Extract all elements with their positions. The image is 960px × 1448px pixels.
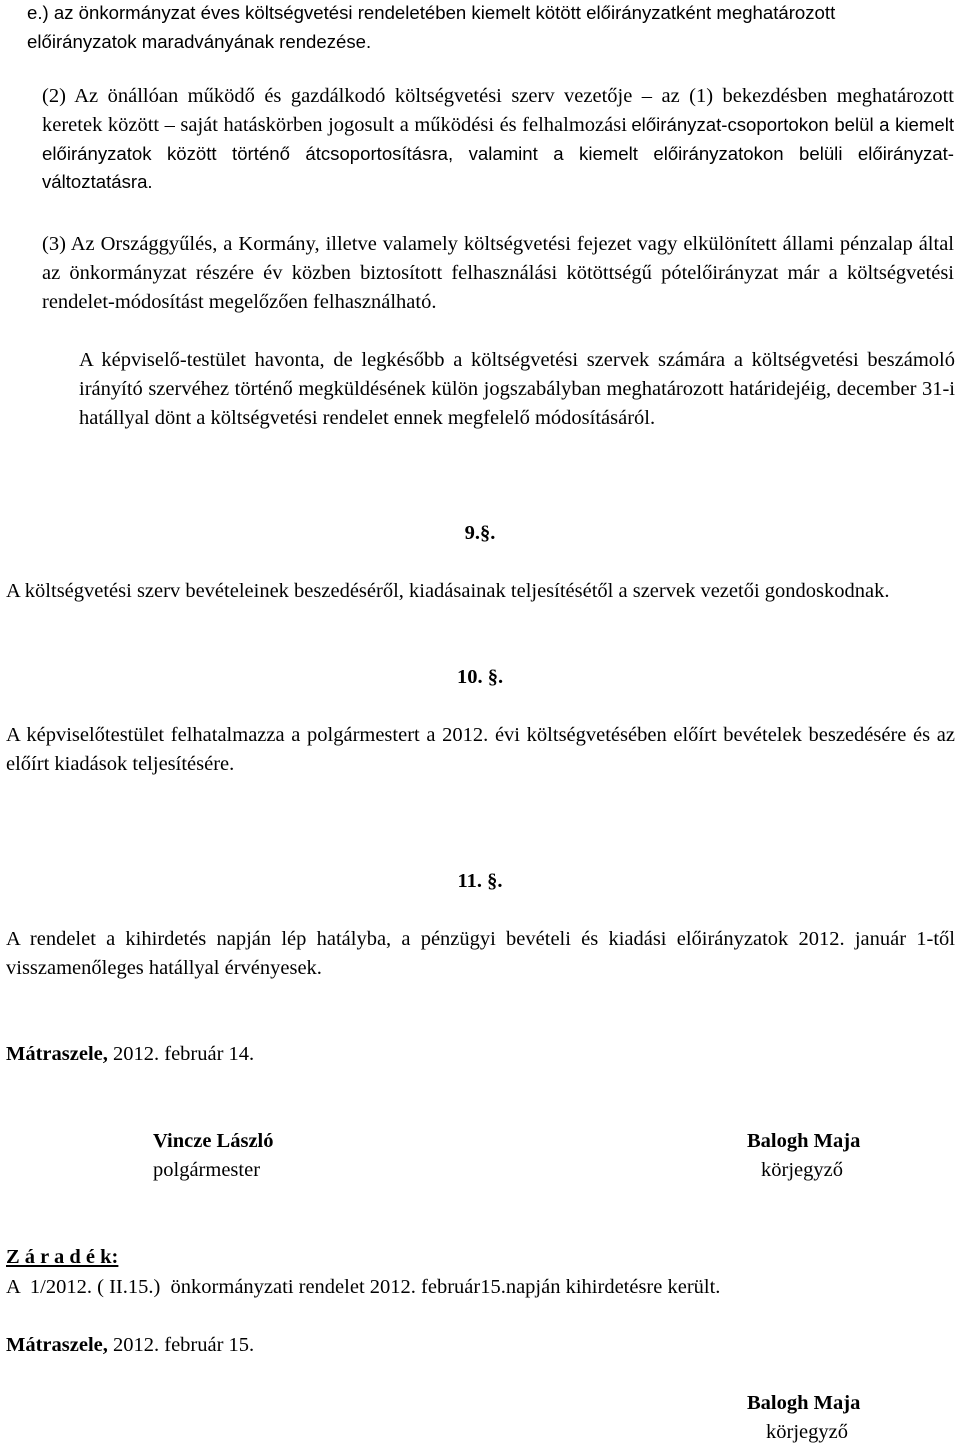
- mayor-name: Vincze László: [153, 1130, 274, 1152]
- paragraph-2: [42, 82, 954, 197]
- mayor-title: polgármester: [153, 1158, 261, 1181]
- signing-date: [6, 1040, 254, 1069]
- paragraph-3-text: (3) Az Országgyűlés, a Kormány, illetve valamely költségvetési fejezet vagy elkülönített állami pénzalap által az önkormányzat részére év közben biztosított felhasználási kötöttségű pótelőirányzat már a költségvetési rendelet-módosítást megelőzően felhasználható.: [42, 233, 954, 313]
- section-11-heading: 11. §.: [457, 870, 503, 892]
- item-e-paragraph: [27, 0, 937, 57]
- paragraph-3: [42, 230, 954, 316]
- section-9-text: A költségvetési szerv bevételeinek beszedéséről, kiadásainak teljesítésétől a szervek vezetői gondoskodnak.: [6, 580, 890, 602]
- closing-heading: Z á r a d é k:: [6, 1246, 119, 1268]
- section-9-heading: 9.§.: [464, 522, 496, 544]
- paragraph-3-text-2: A képviselő-testület havonta, de legkésőbb a költségvetési szervek számára a költségvetési beszámoló irányító szervéhez történő megküldésének külön jogszabályban meghatározott határidejéig, december 31-i hatállyal dönt a költségvetési rendelet ennek megfelelő módosításáról.: [79, 349, 955, 429]
- paragraph-3-second: [79, 346, 955, 432]
- item-e-text: e.) az önkormányzat éves költségvetési rendeletében kiemelt kötött előirányzatként meghatározott előirányzatok maradványának rendezése.: [27, 2, 836, 52]
- paragraph-2-text: (2) Az önállóan működő és gazdálkodó költségvetési szerv vezetője – az (1) bekezdésben meghatározott keretek között – saját hatáskörben jogosult a működési és felhalmozási: [42, 85, 954, 136]
- promulgation-date: [6, 1331, 254, 1360]
- final-notary-name: Balogh Maja: [747, 1392, 861, 1414]
- paragraph-2-continuation: előirányzat-csoportokon belül a kiemelt előirányzatok között történő átcsoportosításra, valamint a kiemelt előirányzatokon belüli előirányzat-változtatásra.: [42, 113, 954, 193]
- signature-right: [747, 1127, 860, 1185]
- promulgation-place: Mátraszele,: [6, 1334, 108, 1356]
- notary-name: Balogh Maja: [747, 1130, 861, 1152]
- final-notary-title: körjegyző: [766, 1420, 848, 1443]
- section-10-heading: 10. §.: [456, 666, 504, 688]
- section-11-text: A rendelet a kihirdetés napján lép hatályba, a pénzügyi bevételi és kiadási előirányzatok 2012. január 1-től visszamenőleges hatállyal érvényesek.: [6, 928, 955, 979]
- signature-left: [153, 1127, 274, 1185]
- promulgation-date-value: 2012. február 15.: [107, 1334, 255, 1356]
- signing-place: Mátraszele,: [6, 1043, 108, 1065]
- section-10-text: A képviselőtestület felhatalmazza a polgármestert a 2012. évi költségvetésében előírt bevételek beszedésére és az előírt kiadások teljesítésére.: [6, 724, 955, 775]
- final-signature: [747, 1389, 860, 1447]
- signing-date-value: 2012. február 14.: [107, 1043, 255, 1065]
- closing-text: A 1/2012. ( II.15.) önkormányzati rendelet 2012. február15.napján kihirdetésre került.: [6, 1276, 721, 1298]
- notary-title: körjegyző: [761, 1158, 843, 1181]
